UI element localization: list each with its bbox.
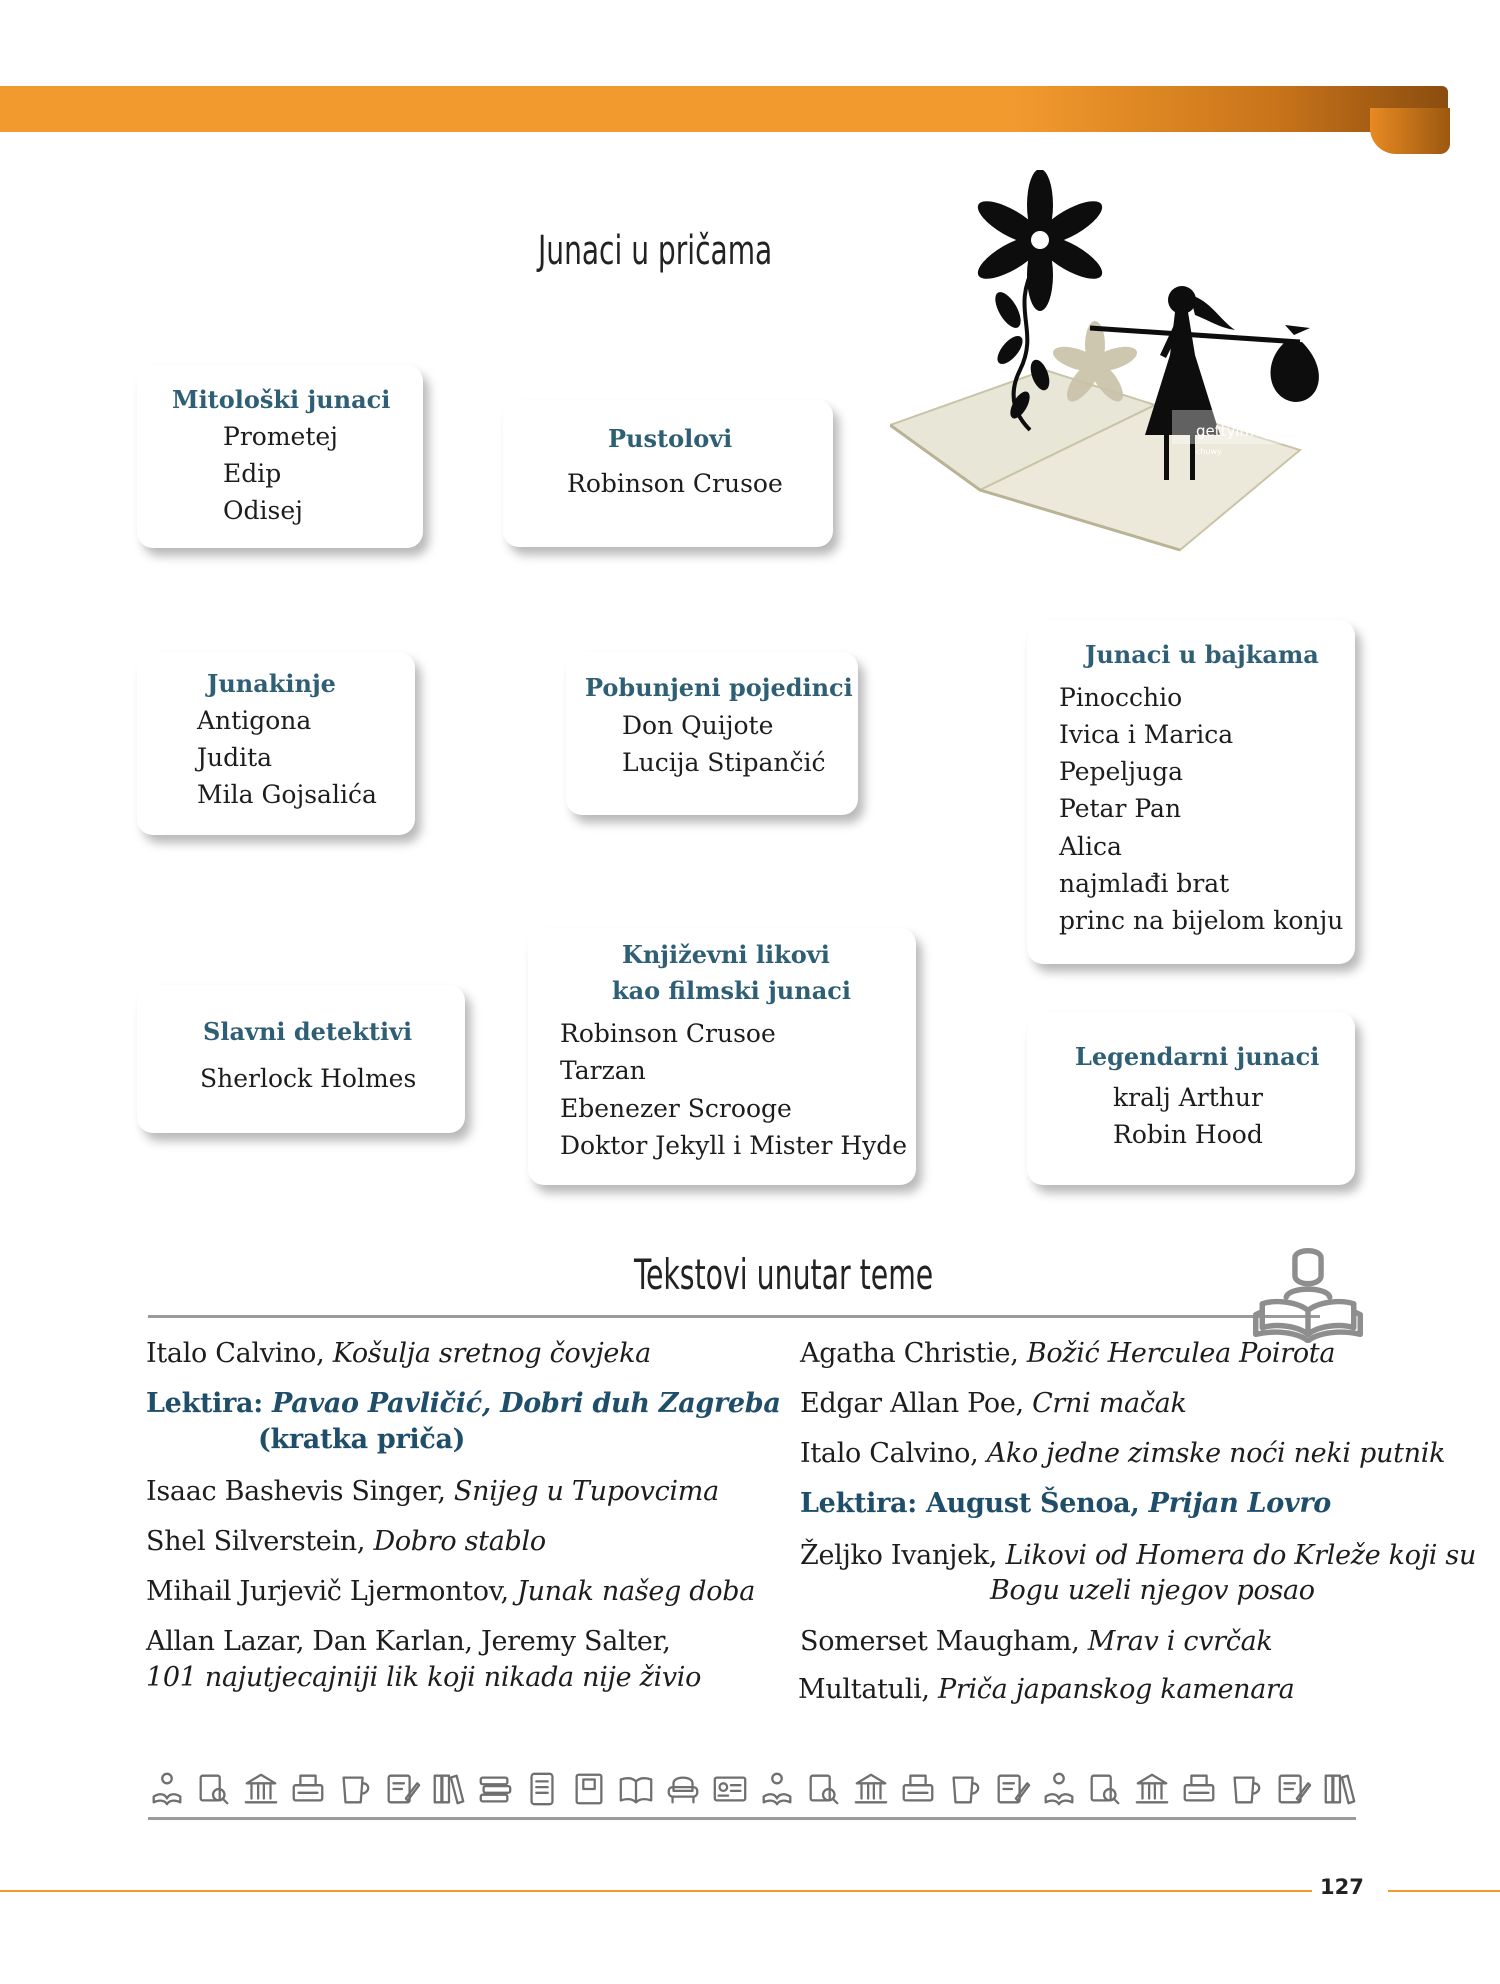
card-pustolovi <box>503 400 833 547</box>
page-title: Junaci u pričama <box>538 228 773 274</box>
museum-icon <box>852 1770 890 1808</box>
lektira-note: (kratka priča) <box>258 1424 466 1455</box>
card-item: Odisej <box>223 496 303 525</box>
card-title: Legendarni junaci <box>1075 1042 1320 1071</box>
footer-line-left <box>0 1890 1312 1892</box>
books-icon <box>430 1770 468 1808</box>
card-title: Slavni detektivi <box>203 1017 413 1046</box>
reader-icon <box>1040 1770 1078 1808</box>
cup-icon <box>946 1770 984 1808</box>
illustration-watermark: gettyimages <box>1196 422 1290 440</box>
card-legendarni <box>1027 1012 1355 1185</box>
open-book-icon <box>617 1770 655 1808</box>
museum-icon <box>242 1770 280 1808</box>
top-orange-bar <box>0 86 1448 132</box>
card-title: Pustolovi <box>608 424 733 453</box>
card-title: Mitološki junaci <box>172 385 391 414</box>
card-mitoloski <box>137 365 423 548</box>
card-item: Mila Gojsalića <box>197 780 377 809</box>
card-pobunjeni <box>566 652 858 815</box>
book-stack-icon <box>476 1770 514 1808</box>
card-junakinje <box>137 652 415 835</box>
text-entry: Italo Calvino, Ako jedne zimske noći neki putnik <box>800 1438 1446 1469</box>
typewriter-icon <box>1180 1770 1218 1808</box>
text-entry-work: 101 najutjecajniji lik koji nikada nije živio <box>146 1662 702 1693</box>
book-search-icon <box>805 1770 843 1808</box>
icon-strip <box>148 1770 1368 1810</box>
lektira-entry: Lektira: August Šenoa, Prijan Lovro <box>800 1488 1331 1519</box>
top-bar-tab <box>1370 108 1450 154</box>
reader-device-icon <box>523 1770 561 1808</box>
card-item: Don Quijote <box>622 711 774 740</box>
text-entry: Shel Silverstein, Dobro stablo <box>146 1526 546 1557</box>
card-item: Antigona <box>197 706 312 735</box>
museum-icon <box>1133 1770 1171 1808</box>
card-item: najmlađi brat <box>1059 869 1230 898</box>
text-entry: Agatha Christie, Božić Herculea Poirota <box>800 1338 1336 1369</box>
card-item: Doktor Jekyll i Mister Hyde <box>560 1131 908 1160</box>
card-item: kralj Arthur <box>1113 1083 1263 1112</box>
id-card-icon <box>711 1770 749 1808</box>
page-number: 127 <box>1320 1875 1364 1899</box>
card-title-line2: kao filmski junaci <box>612 976 851 1005</box>
text-entry: Italo Calvino, Košulja sretnog čovjeka <box>146 1338 651 1369</box>
card-detektivi <box>137 985 465 1133</box>
footer-line-right <box>1388 1890 1500 1892</box>
card-item: Edip <box>223 459 282 488</box>
card-item: Ebenezer Scrooge <box>560 1094 792 1123</box>
note-pen-icon <box>383 1770 421 1808</box>
text-entry: Mihail Jurjevič Ljermontov, Junak našeg doba <box>146 1576 755 1607</box>
card-item: Pepeljuga <box>1059 757 1184 786</box>
note-pen-icon <box>993 1770 1031 1808</box>
note-pen-icon <box>1274 1770 1312 1808</box>
illustration-watermark-sub: chuwy <box>1196 447 1222 456</box>
cup-icon <box>336 1770 374 1808</box>
card-item: Prometej <box>223 422 338 451</box>
card-title: Junaci u bajkama <box>1085 640 1319 669</box>
reader-icon <box>1253 1245 1363 1343</box>
card-item: Alica <box>1059 832 1122 861</box>
card-item: Pinocchio <box>1059 683 1183 712</box>
card-filmski <box>528 928 916 1185</box>
card-bajke <box>1027 620 1355 964</box>
book-search-icon <box>1086 1770 1124 1808</box>
text-entry: Edgar Allan Poe, Crni mačak <box>800 1388 1187 1419</box>
text-entry: Željko Ivanjek, Likovi od Homera do Krleže koji su <box>800 1540 1477 1571</box>
reader-icon <box>148 1770 186 1808</box>
lektira-entry: Lektira: Pavao Pavličić, Dobri duh Zagreba <box>146 1388 781 1419</box>
card-item: Robin Hood <box>1113 1120 1263 1149</box>
icon-strip-rule <box>148 1817 1356 1820</box>
texts-rule <box>148 1315 1320 1318</box>
text-entry: Allan Lazar, Dan Karlan, Jeremy Salter, <box>146 1626 671 1657</box>
folder-icon <box>570 1770 608 1808</box>
reader-icon <box>758 1770 796 1808</box>
text-entry: Somerset Maugham, Mrav i cvrčak <box>800 1626 1273 1657</box>
books-icon <box>1321 1770 1359 1808</box>
cup-icon <box>1227 1770 1265 1808</box>
card-title-line1: Književni likovi <box>622 940 830 969</box>
illustration <box>890 170 1370 570</box>
card-item: Lucija Stipančić <box>622 748 826 777</box>
card-item: Robinson Crusoe <box>560 1019 776 1048</box>
card-title: Junakinje <box>207 669 336 698</box>
card-item: Robinson Crusoe <box>567 469 783 498</box>
texts-title: Tekstovi unutar teme <box>634 1250 934 1299</box>
text-entry-work: Bogu uzeli njegov posao <box>990 1575 1315 1606</box>
card-item: Ivica i Marica <box>1059 720 1234 749</box>
text-entry: Isaac Bashevis Singer, Snijeg u Tupovcima <box>146 1476 719 1507</box>
card-item: Judita <box>197 743 273 772</box>
book-search-icon <box>195 1770 233 1808</box>
text-entry: Multatuli, Priča japanskog kamenara <box>798 1674 1295 1705</box>
card-item: Tarzan <box>560 1056 646 1085</box>
card-item: Sherlock Holmes <box>200 1064 417 1093</box>
card-title: Pobunjeni pojedinci <box>585 673 853 702</box>
typewriter-icon <box>899 1770 937 1808</box>
typewriter-icon <box>289 1770 327 1808</box>
card-item: Petar Pan <box>1059 794 1182 823</box>
card-item: princ na bijelom konju <box>1059 906 1344 935</box>
armchair-icon <box>664 1770 702 1808</box>
